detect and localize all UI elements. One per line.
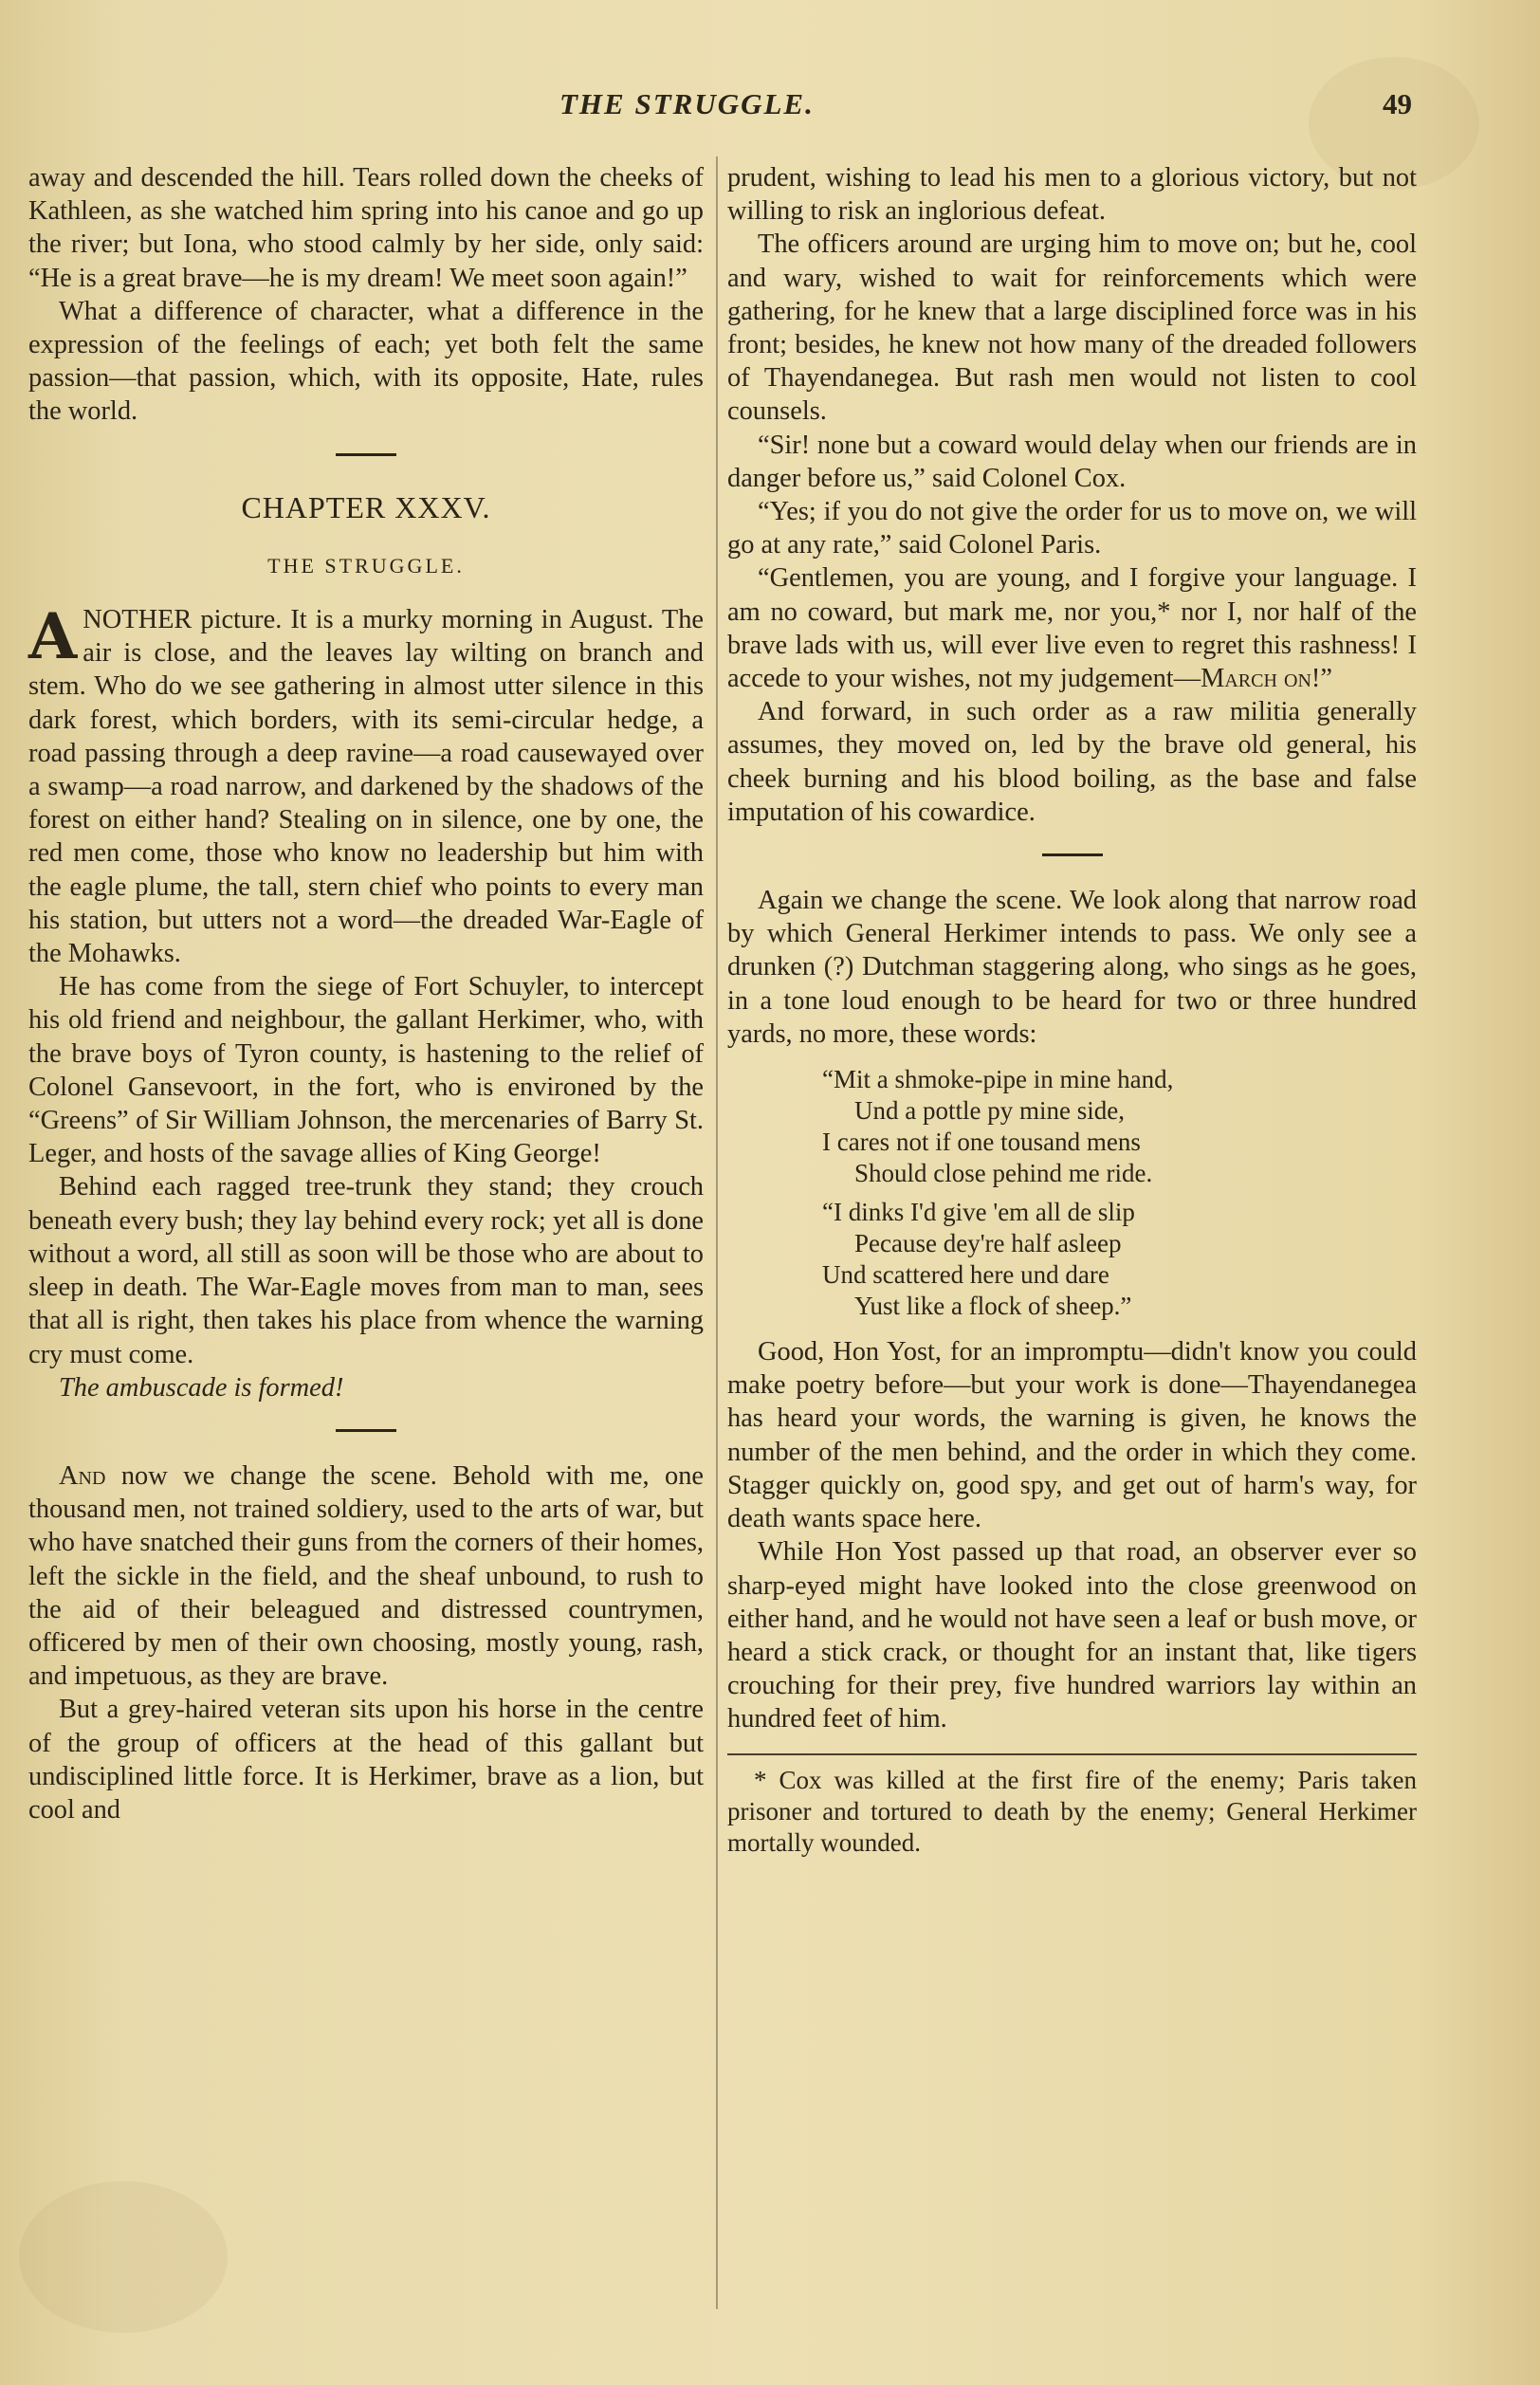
paragraph-text: NOTHER picture. It is a murky morning in August. The air is close, and the leaves lay wilting on branch and stem. Who do we see gathering in almost utter silence in this dark forest, which borders, with its semi-circular hedge, a road passing through a deep ravine—a road causewayed over a swamp—a road narrow, and darkened by the shadows of the forest on either hand? Stealing on in silence, one by one, the red men come, those who know no leadership but him with the eagle plume, the tall, stern chief who points to every man his station, but utters not a word—the dreaded War-Eagle of the Mohawks. xyxy=(28,605,704,969)
page-header xyxy=(0,87,1540,135)
verse-line: Pecause dey're half asleep xyxy=(854,1229,1122,1258)
paragraph: away and descended the hill. Tears rolled down the cheeks of Kathleen, as she watched him spring into his canoe and go up the river; but Iona, who stood calmly by her side, only said: “He is a great brave—he is my dream! We meet soon again!” xyxy=(28,163,704,293)
page-stain xyxy=(19,2181,228,2333)
column-divider xyxy=(716,156,718,2309)
verse xyxy=(822,1064,1417,1189)
chapter-opening-paragraph xyxy=(28,599,704,970)
paragraph: Good, Hon Yost, for an impromptu—didn't know you could make poetry before—but your work is done—Thayendanegea has heard your words, the warning is given, he knows the number of the men behind, and the order in which they come. Stagger quickly on, good spy, and get out of harm's way, for death wants space here. xyxy=(727,1337,1417,1534)
verse-line: Und scattered here und dare xyxy=(822,1260,1109,1290)
paragraph: The officers around are urging him to move on; but he, cool and wary, wished to wait for reinforcements which were gathering, for he knew that a large disciplined force was in his front; besides, he knew not how many of the dreaded followers of Thayendanegea. But rash men would not listen to cool counsels. xyxy=(727,229,1417,427)
section-separator xyxy=(28,1404,704,1459)
section-separator xyxy=(28,429,704,484)
paragraph: While Hon Yost passed up that road, an observer ever so sharp-eyed might have looked into the close greenwood on either hand, and he would not have seen a leaf or bush move, or heard a stick crack, or thought for an instant that, like tigers crouching for their prey, five hundred warriors lay within an hundred feet of him. xyxy=(727,1537,1417,1734)
section-separator xyxy=(727,829,1417,884)
paragraph: What a difference of character, what a difference in the expression of the feelings of each; yet both felt the same passion—that passion, which, with its opposite, Hate, rules the world. xyxy=(28,296,704,427)
footnote: * Cox was killed at the first fire of the enemy; Paris taken prisoner and tortured to death by the enemy; General Herkimer mortally wounded. xyxy=(727,1753,1417,1859)
paragraph: Again we change the scene. We look along that narrow road by which General Herkimer intends to pass. We only see a drunken (?) Dutchman staggering along, who sings as he goes, in a tone loud enough to be heard for two or three hundred yards, no more, these words: xyxy=(727,886,1417,1049)
command-text: March on xyxy=(1201,664,1311,694)
small-caps-lead: And xyxy=(59,1460,106,1491)
dialogue-paragraph: “Yes; if you do not give the order for us to move on, we will go at any rate,” said Colonel Paris. xyxy=(727,497,1417,560)
italic-paragraph: The ambuscade is formed! xyxy=(59,1372,344,1403)
verse-line: “Mit a shmoke-pipe in mine hand, xyxy=(822,1065,1174,1094)
chapter-subtitle: THE STRUGGLE. xyxy=(267,553,465,578)
paragraph-text: now we change the scene. Behold with me, one thousand men, not trained soldiery, used to the arts of war, but who have snatched their guns from the corners of their homes, left the sickle in the field, and the sheaf unbound, to rush to the aid of their beleagued and distressed countrymen, officered by men of their own choosing, mostly young, rash, and impetuous, as they are brave. xyxy=(28,1460,704,1692)
verse-line: Und a pottle py mine side, xyxy=(854,1096,1125,1126)
verse-line: I cares not if one tousand mens xyxy=(822,1128,1141,1157)
verse-line: Yust like a flock of sheep.” xyxy=(854,1292,1132,1321)
paragraph: prudent, wishing to lead his men to a glorious victory, but not willing to risk an inglorious defeat. xyxy=(727,163,1417,227)
left-column xyxy=(28,161,704,1826)
verse-line: Should close pehind me ride. xyxy=(854,1159,1153,1188)
paragraph-text: “Gentlemen, you are young, and I forgive your language. I am no coward, but mark me, nor you,* nor I, nor half of the brave lads with us, will ever live even to regret this rashness! I accede to your wishes, not my judgement— xyxy=(727,563,1417,694)
drop-cap: A xyxy=(28,599,78,674)
right-column xyxy=(727,161,1417,1859)
paragraph-text: !” xyxy=(1311,664,1332,694)
paragraph: But a grey-haired veteran sits upon his horse in the centre of the group of officers at the head of this gallant but undisciplined little force. It is Herkimer, brave as a lion, but cool and xyxy=(28,1695,704,1825)
verse-line: “I dinks I'd give 'em all de slip xyxy=(822,1198,1135,1227)
chapter-title: CHAPTER XXXV. xyxy=(241,489,491,524)
paragraph: Behind each ragged tree-trunk they stand; they crouch beneath every bush; they lay behind every rock; yet all is done without a word, all still as soon will be those who are about to sleep in death. The War-Eagle moves from man to man, sees that all is right, then takes his place from whence the warning cry must come. xyxy=(28,1172,704,1369)
song-verses xyxy=(822,1064,1417,1322)
dialogue-paragraph: “Sir! none but a coward would delay when our friends are in danger before us,” said Colonel Cox. xyxy=(727,430,1417,493)
page-number: 49 xyxy=(1383,87,1412,120)
running-title: THE STRUGGLE. xyxy=(559,87,815,120)
paragraph: And forward, in such order as a raw militia generally assumes, they moved on, led by the brave old general, his cheek burning and his blood boiling, as the base and false imputation of his cowardice. xyxy=(727,697,1417,827)
paragraph xyxy=(28,1459,704,1693)
paragraph: He has come from the siege of Fort Schuyler, to intercept his old friend and neighbour, the gallant Herkimer, who, with the brave boys of Tyron county, is hastening to the relief of Colonel Gansevoort, in the fort, who is environed by the “Greens” of Sir William Johnson, the mercenaries of Barry St. Leger, and hosts of the savage allies of King George! xyxy=(28,972,704,1169)
verse xyxy=(822,1197,1417,1322)
dialogue-paragraph xyxy=(727,561,1417,695)
